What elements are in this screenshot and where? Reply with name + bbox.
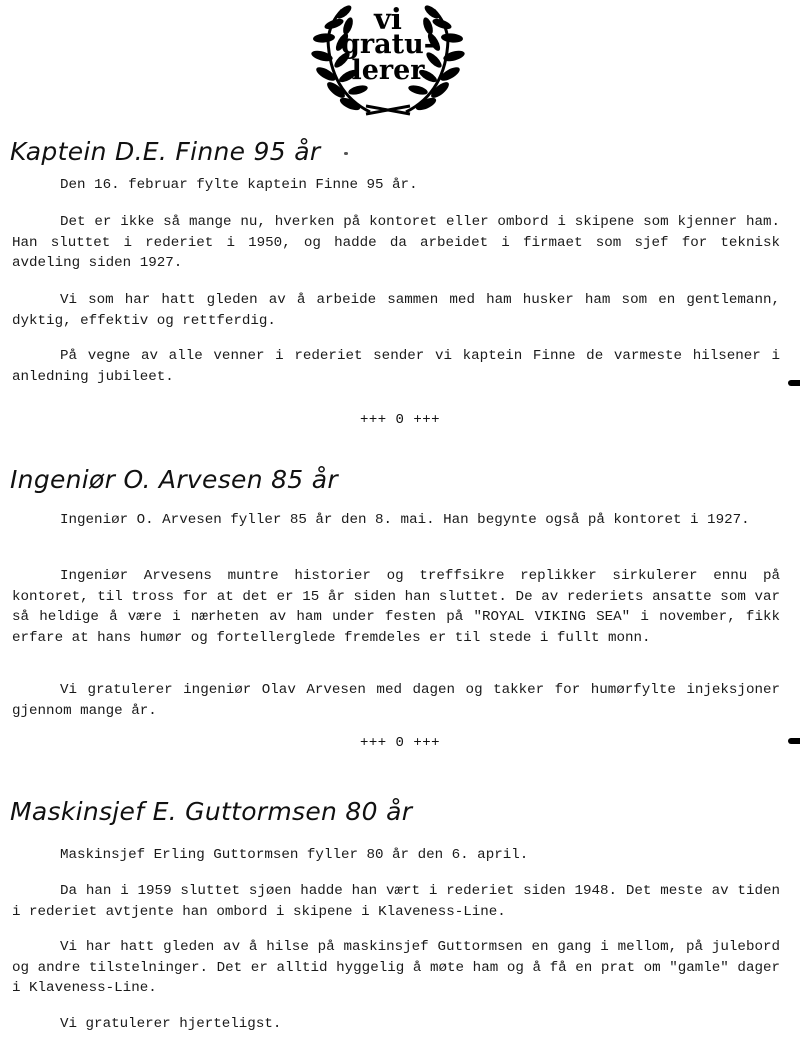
scan-edge-mark: [788, 738, 800, 744]
paragraph: Det er ikke så mange nu, hverken på kontoret eller ombord i skipene som kjenner ham. Han sluttet i rederiet i 1950, og hadde da arbeidet i firmaet som sjef for teknisk avdeling siden 1927.: [12, 214, 780, 271]
paragraph: Maskinsjef Erling Guttormsen fyller 80 år den 6. april.: [60, 847, 529, 863]
paragraph: Vi som har hatt gleden av å arbeide sammen med ham husker ham som en gentlemann, dyktig, effektiv og rettferdig.: [12, 292, 780, 329]
logo-line-vi: vi: [374, 2, 402, 36]
section-heading-finne: Kaptein D.E. Finne 95 år: [10, 137, 321, 166]
logo-line-lerer: lerer: [351, 55, 425, 86]
section-separator: +++ 0 +++: [359, 412, 441, 428]
logo-line-gratu: gratu-: [341, 29, 435, 60]
paragraph: Vi gratulerer ingeniør Olav Arvesen med dagen og takker for humørfylte injeksjoner gjennom mange år.: [12, 682, 780, 719]
paragraph: Ingeniør O. Arvesen fyller 85 år den 8. mai. Han begynte også på kontoret i 1927.: [60, 512, 750, 528]
paragraph: Vi gratulerer hjerteligst.: [60, 1016, 282, 1032]
paragraph: Ingeniør Arvesens muntre historier og treffsikre replikker sirkulerer ennu på kontoret, til tross for at det er 15 år siden han sluttet. De av rederiets ansatte som var så heldige å være i nærheten av ham under festen på "ROYAL VIKING SEA" i november, fikk erfare at hans humør og fortellerglede fremdeles er til stede i fullt monn.: [12, 568, 780, 646]
section-heading-guttormsen: Maskinsjef E. Guttormsen 80 år: [10, 797, 413, 826]
paragraph: På vegne av alle venner i rederiet sender vi kaptein Finne de varmeste hilsener i anledning jubileet.: [12, 348, 780, 385]
paragraph: Da han i 1959 sluttet sjøen hadde han vært i rederiet siden 1948. Det meste av tiden i rederiet avtjente han ombord i skipene i Klaveness-Line.: [12, 883, 780, 920]
section-separator: +++ 0 +++: [359, 735, 441, 751]
scan-speck: [344, 152, 348, 155]
scan-edge-mark: [788, 380, 800, 386]
paragraph: Den 16. februar fylte kaptein Finne 95 år.: [60, 177, 418, 193]
vi-gratulerer-logo: [308, 0, 468, 118]
section-heading-arvesen: Ingeniør O. Arvesen 85 år: [10, 465, 338, 494]
paragraph: Vi har hatt gleden av å hilse på maskinsjef Guttormsen en gang i mellom, på julebord og andre tilstelninger. Det er alltid hyggelig å møte ham og å få en prat om "gamle" dager i Klaveness-Line.: [12, 939, 780, 996]
